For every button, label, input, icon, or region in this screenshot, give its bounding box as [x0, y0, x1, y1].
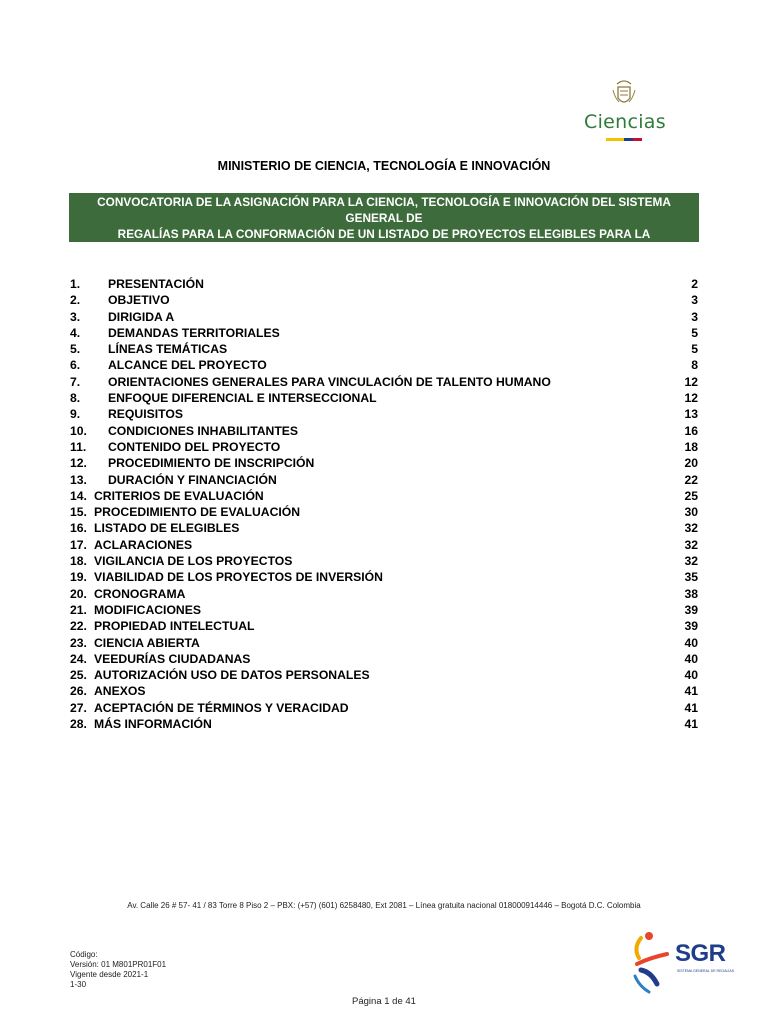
toc-entry-page: 5 — [691, 325, 698, 340]
coat-of-arms-icon — [609, 78, 639, 110]
toc-entry-page: 32 — [684, 554, 698, 569]
toc-entry-title: LISTADO DE ELEGIBLES — [94, 521, 240, 536]
toc-entry[interactable] — [70, 406, 698, 422]
toc-entry-number: 6. — [70, 358, 81, 373]
toc-entry[interactable] — [70, 651, 698, 667]
toc-entry-title: DEMANDAS TERRITORIALES — [108, 325, 280, 340]
toc-entry-page: 32 — [684, 537, 698, 552]
toc-entry-title: PROCEDIMIENTO DE INSCRIPCIÓN — [108, 456, 315, 471]
toc-entry-number: 23. — [70, 635, 87, 650]
toc-entry[interactable] — [70, 520, 698, 536]
toc-entry[interactable] — [70, 439, 698, 455]
toc-entry-page: 41 — [684, 717, 698, 732]
toc-entry-page: 2 — [691, 277, 698, 291]
toc-entry-title: REQUISITOS — [108, 407, 183, 422]
toc-entry-title: MÁS INFORMACIÓN — [94, 717, 212, 732]
footer-address: Av. Calle 26 # 57- 41 / 83 Torre 8 Piso 2 – PBX: (+57) (601) 6258480, Ext 2081 – Línea gratuita nacional 018000914446 – Bogotá D.C. Colombia — [127, 901, 641, 910]
flag-blue — [624, 138, 633, 141]
toc-entry-title: PROPIEDAD INTELECTUAL — [94, 619, 255, 634]
toc-entry-page: 39 — [684, 619, 698, 634]
toc-entry-page: 20 — [684, 456, 698, 471]
toc-entry-title: DIRIGIDA A — [108, 309, 175, 324]
toc-entry-title: PROCEDIMIENTO DE EVALUACIÓN — [94, 505, 301, 520]
toc-entry[interactable] — [70, 472, 698, 488]
toc-entry[interactable] — [70, 276, 698, 292]
toc-entry-page: 35 — [684, 570, 698, 585]
toc-entry-number: 27. — [70, 700, 87, 715]
ciencias-logo — [580, 78, 670, 142]
sgr-logo-subtext: SISTEMA GENERAL DE REGALÍAS — [677, 969, 735, 973]
toc-entry-title: CONTENIDO DEL PROYECTO — [108, 439, 281, 454]
toc-entry-page: 32 — [684, 521, 698, 536]
page-number: Página 1 de 41 — [352, 996, 416, 1007]
toc-entry[interactable] — [70, 586, 698, 602]
toc-entry-title: DURACIÓN Y FINANCIACIÓN — [108, 472, 277, 487]
toc-entry-title: VIABILIDAD DE LOS PROYECTOS DE INVERSIÓN — [94, 570, 383, 585]
toc-entry-page: 40 — [684, 651, 698, 666]
toc-entry-page: 3 — [691, 309, 698, 324]
sgr-logo — [627, 928, 735, 996]
toc-entry-page: 12 — [684, 391, 698, 406]
flag-red — [633, 138, 642, 141]
toc-entry-page: 30 — [684, 505, 698, 520]
toc-entry-page: 22 — [684, 472, 698, 487]
toc-entry[interactable] — [70, 635, 698, 651]
toc-entry[interactable] — [70, 292, 698, 308]
toc-entry-number: 16. — [70, 521, 87, 536]
toc-entry-page: 38 — [684, 586, 698, 601]
toc-entry[interactable] — [70, 423, 698, 439]
toc-entry-number: 18. — [70, 554, 87, 569]
toc-entry-number: 19. — [70, 570, 87, 585]
toc-entry[interactable] — [70, 504, 698, 520]
toc-entry-number: 15. — [70, 505, 87, 520]
toc-entry-title: AUTORIZACIÓN USO DE DATOS PERSONALES — [94, 668, 370, 683]
toc-entry[interactable] — [70, 537, 698, 553]
ministry-heading: MINISTERIO DE CIENCIA, TECNOLOGÍA E INNOVACIÓN — [217, 159, 551, 173]
code-line: Código: — [70, 950, 98, 959]
toc-entry[interactable] — [70, 374, 698, 390]
toc-entry-page: 40 — [684, 635, 698, 650]
toc-entry-number: 8. — [70, 391, 81, 406]
toc-entry-number: 14. — [70, 488, 87, 503]
toc-entry[interactable] — [70, 455, 698, 471]
toc-entry-title: OBJETIVO — [108, 293, 170, 308]
banner-line-2: REGALÍAS PARA LA CONFORMACIÓN DE UN LISTADO DE PROYECTOS ELEGIBLES PARA LA CONVERGENCIA — [117, 227, 651, 257]
toc-entry-title: ACEPTACIÓN DE TÉRMINOS Y VERACIDAD — [94, 700, 349, 715]
toc-entry-number: 2. — [70, 293, 81, 308]
code-line: Versión: 01 M801PR01F01 — [70, 960, 167, 969]
toc-entry-number: 9. — [70, 407, 81, 422]
toc-entry[interactable] — [70, 553, 698, 569]
toc-entry-title: ALCANCE DEL PROYECTO — [108, 358, 267, 373]
toc-entry-page: 25 — [684, 488, 698, 503]
toc-entry-title: ENFOQUE DIFERENCIAL E INTERSECCIONAL — [108, 391, 377, 406]
sgr-figure-icon — [627, 928, 677, 996]
toc-entry-page: 41 — [684, 684, 698, 699]
toc-entry[interactable] — [70, 309, 698, 325]
toc-entry-number: 1. — [70, 277, 81, 291]
toc-entry-number: 25. — [70, 668, 87, 683]
toc-entry-number: 21. — [70, 602, 87, 617]
toc-entry-page: 8 — [691, 358, 698, 373]
document-code-block — [70, 950, 166, 990]
toc-entry-number: 17. — [70, 537, 87, 552]
toc-entry-number: 4. — [70, 325, 81, 340]
toc-entry-page: 12 — [684, 374, 698, 389]
code-line: 1-30 — [70, 980, 87, 989]
toc-entry-page: 16 — [684, 423, 698, 438]
toc-entry-title: LÍNEAS TEMÁTICAS — [108, 342, 228, 357]
toc-entry[interactable] — [70, 700, 698, 716]
toc-entry-title: ANEXOS — [94, 684, 146, 699]
toc-entry-number: 3. — [70, 309, 81, 324]
toc-entry-page: 39 — [684, 602, 698, 617]
toc-entry-number: 12. — [70, 456, 87, 471]
toc-entry-number: 10. — [70, 423, 87, 438]
toc-entry[interactable] — [70, 341, 698, 357]
toc-entry[interactable] — [70, 683, 698, 699]
toc-entry[interactable] — [70, 325, 698, 341]
flag-yellow — [606, 138, 624, 141]
toc-entry-title: VEEDURÍAS CIUDADANAS — [94, 651, 251, 666]
toc-entry[interactable] — [70, 390, 698, 406]
toc-entry-number: 20. — [70, 586, 87, 601]
toc-entry-title: CRITERIOS DE EVALUACIÓN — [94, 488, 264, 503]
toc-entry[interactable] — [70, 716, 698, 732]
toc-entry-title: PRESENTACIÓN — [108, 277, 204, 291]
toc-entry-number: 11. — [70, 439, 87, 454]
toc-entry-number: 26. — [70, 684, 87, 699]
toc-entry-page: 3 — [691, 293, 698, 308]
toc-entry-number: 28. — [70, 717, 87, 732]
toc-entry[interactable] — [70, 602, 698, 618]
toc-entry-page: 40 — [684, 668, 698, 683]
toc-entry-title: MODIFICACIONES — [94, 602, 201, 617]
toc-entry-title: ORIENTACIONES GENERALES PARA VINCULACIÓN DE TALENTO HUMANO — [108, 374, 551, 389]
banner-line-3: REGIONAL Y EL ORDENAMIENTO DEL TERRITORIO — [237, 259, 531, 273]
toc-entry-title: CIENCIA ABIERTA — [94, 635, 200, 650]
toc-entry-page: 5 — [691, 342, 698, 357]
toc-entry-number: 22. — [70, 619, 87, 634]
code-line: Vigente desde 2021-1 — [70, 970, 149, 979]
toc-entry-number: 13. — [70, 472, 87, 487]
toc-entry-number: 5. — [70, 342, 81, 357]
sgr-logo-text: SGR — [675, 940, 726, 967]
toc-entry[interactable] — [70, 618, 698, 634]
toc-entry-title: VIGILANCIA DE LOS PROYECTOS — [94, 554, 293, 569]
call-title-banner — [69, 193, 699, 273]
toc-entry[interactable] — [70, 357, 698, 373]
toc-entry[interactable] — [70, 569, 698, 585]
table-of-contents — [70, 276, 698, 732]
ciencias-logo-text: Ciencias — [584, 111, 666, 133]
toc-entry-title: CRONOGRAMA — [94, 586, 186, 601]
toc-entry-title: ACLARACIONES — [94, 537, 193, 552]
toc-entry-page: 13 — [684, 407, 698, 422]
toc-entry-title: CONDICIONES INHABILITANTES — [108, 423, 299, 438]
toc-entry-page: 18 — [684, 439, 698, 454]
banner-line-1: CONVOCATORIA DE LA ASIGNACIÓN PARA LA CIENCIA, TECNOLOGÍA E INNOVACIÓN DEL SISTEMA GENERAL DE — [97, 195, 671, 225]
colombia-flag-strip — [606, 138, 642, 141]
toc-entry-number: 24. — [70, 651, 87, 666]
toc-entry[interactable] — [70, 667, 698, 683]
toc-entry[interactable] — [70, 488, 698, 504]
toc-entry-number: 7. — [70, 374, 81, 389]
toc-entry-page: 41 — [684, 700, 698, 715]
